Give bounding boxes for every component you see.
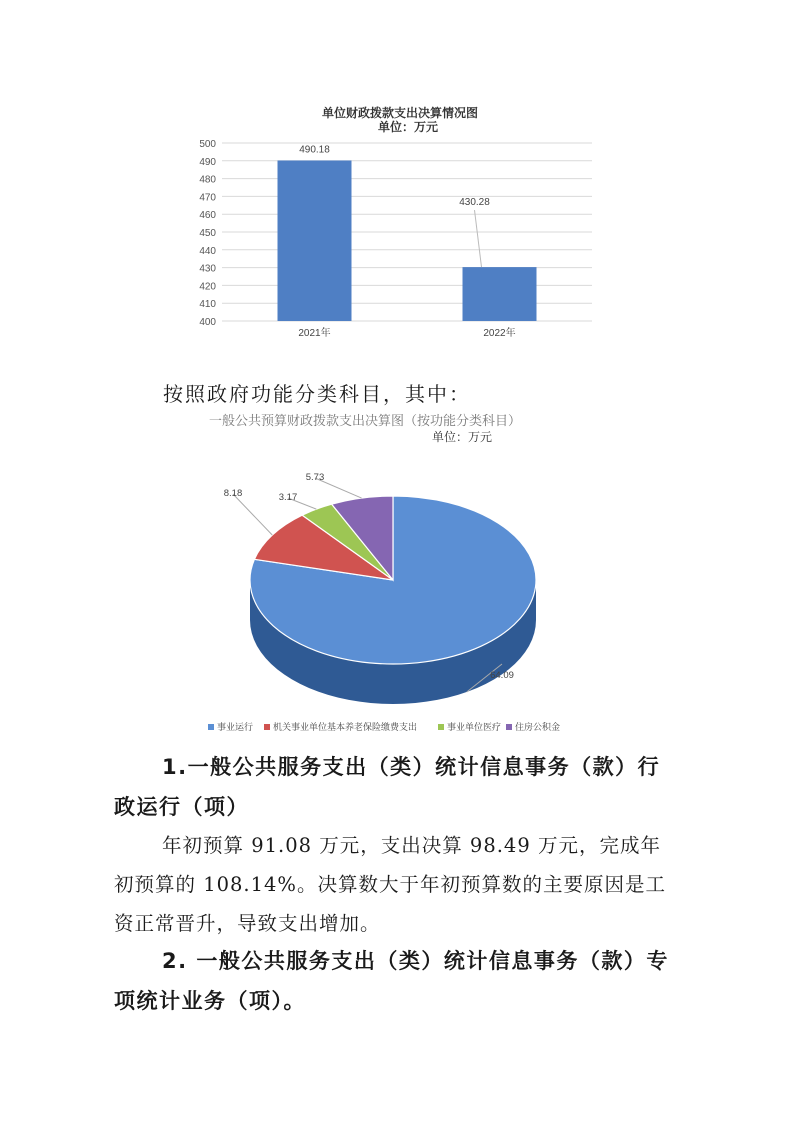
leader-line bbox=[233, 494, 272, 535]
data-label: 3.17 bbox=[278, 492, 298, 503]
legend-swatch bbox=[506, 724, 512, 730]
y-tick-label: 490 bbox=[199, 156, 216, 168]
bar-chart bbox=[180, 95, 600, 345]
y-tick-label: 400 bbox=[199, 317, 216, 328]
data-label: 430.28 bbox=[459, 197, 490, 209]
pie-chart-title: 一般公共预算财政拨款支出决算图（按功能分类科目） bbox=[208, 413, 522, 428]
bar-chart-title: 单位财政拨款支出决算情况图 bbox=[321, 106, 479, 120]
bar-chart-unit: 单位：万元 bbox=[377, 120, 439, 134]
pie-chart-svg bbox=[180, 400, 620, 745]
legend-label: 事业运行 bbox=[217, 722, 254, 732]
pie-chart bbox=[180, 400, 620, 745]
bar-chart-svg bbox=[180, 95, 600, 345]
legend-swatch bbox=[264, 724, 270, 730]
x-tick-label: 2021年 bbox=[298, 328, 331, 339]
y-tick-label: 450 bbox=[199, 228, 216, 239]
data-label: 490.18 bbox=[299, 144, 330, 156]
section-2-heading: 2. 一般公共服务支出（类）统计信息事务（款）专项统计业务（项）。 bbox=[114, 949, 669, 1013]
leader-line bbox=[475, 210, 482, 267]
pie-chart-unit: 单位：万元 bbox=[431, 430, 493, 444]
y-tick-label: 470 bbox=[199, 192, 216, 204]
legend-label: 住房公积金 bbox=[515, 722, 561, 732]
legend-label: 事业单位医疗 bbox=[447, 722, 502, 732]
section-1-body: 年初预算 91.08 万元，支出决算 98.49 万元，完成年初预算的 108.14%。决算数大于年初预算数的主要原因是工资正常晋升，导致支出增加。 bbox=[114, 834, 666, 935]
y-tick-label: 480 bbox=[199, 174, 216, 186]
data-label: 5.73 bbox=[305, 472, 325, 483]
legend-swatch bbox=[438, 724, 444, 730]
legend-swatch bbox=[208, 724, 214, 730]
y-tick-label: 430 bbox=[199, 263, 216, 275]
intro-text: 按照政府功能分类科目，其中： bbox=[163, 382, 471, 406]
y-tick-label: 460 bbox=[199, 210, 216, 222]
x-tick-label: 2022年 bbox=[483, 328, 516, 339]
legend-label: 机关事业单位基本养老保险缴费支出 bbox=[273, 722, 418, 732]
data-label: 8.18 bbox=[223, 488, 243, 499]
y-tick-label: 440 bbox=[199, 245, 216, 257]
y-tick-label: 420 bbox=[199, 281, 216, 293]
y-tick-label: 410 bbox=[199, 299, 216, 311]
bar bbox=[278, 160, 352, 321]
y-tick-label: 500 bbox=[199, 139, 216, 150]
data-label: 64.09 bbox=[490, 670, 514, 681]
bar bbox=[463, 267, 537, 321]
section-1-heading: 1.一般公共服务支出（类）统计信息事务（款）行政运行（项） bbox=[114, 755, 661, 819]
